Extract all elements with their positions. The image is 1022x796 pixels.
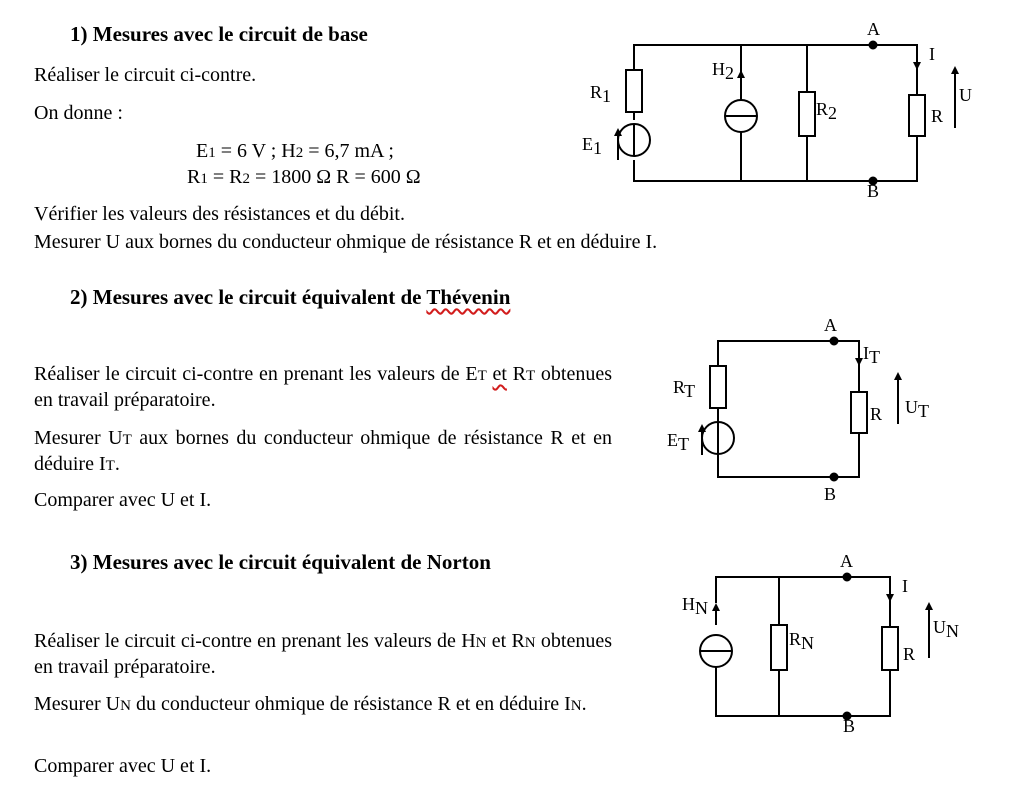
s3-paragraph-3: Comparer avec U et I. — [34, 755, 212, 777]
s1-paragraph-1: Réaliser le circuit ci-contre. — [34, 64, 257, 86]
c1-top-wire — [634, 45, 917, 95]
c3-label-a: A — [840, 551, 853, 571]
c1-label-b: B — [867, 181, 880, 201]
c1-label-a: A — [867, 19, 880, 39]
s1-values-line-1: E1 = 6 V ; H2 = 6,7 mA ; — [196, 140, 394, 162]
c2-bottom-wire — [718, 433, 859, 477]
c2-label-a: A — [824, 315, 837, 335]
section3-heading: 3) Mesures avec le circuit équivalent de Norton — [70, 550, 491, 574]
s1-paragraph-3: Vérifier les valeurs des résistances et du débit. — [34, 203, 405, 225]
c2-node-b — [831, 474, 838, 481]
c2-resistor-rt — [710, 366, 726, 408]
c3-bottom-wire — [716, 667, 890, 716]
c2-label-ut: UT — [905, 397, 929, 421]
section1-heading: 1) Mesures avec le circuit de base — [70, 22, 368, 46]
c3-label-rn: RN — [789, 629, 815, 653]
s2-paragraph-1: Réaliser le circuit ci-contre en prenant les valeurs de ET et RT obtenues en travail préparatoire. — [34, 363, 613, 411]
c1-label-i: I — [929, 44, 935, 64]
c1-resistor-r1 — [626, 70, 642, 112]
c1-label-r1: R1 — [590, 82, 612, 106]
circuit-base — [618, 42, 955, 185]
c3-top-wire — [716, 577, 890, 627]
c1-resistor-r — [909, 95, 925, 136]
c3-label-un: UN — [933, 617, 959, 641]
c2-label-et: ET — [667, 430, 689, 454]
c1-node-a — [870, 42, 877, 49]
circuit-thevenin-labels — [667, 315, 929, 504]
c1-label-r: R — [931, 106, 944, 126]
c2-label-it: IT — [863, 343, 880, 367]
s3-paragraph-2: Mesurer UN du conducteur ohmique de résistance R et en déduire IN. — [34, 693, 587, 715]
c3-resistor-r — [882, 627, 898, 670]
c3-label-i: I — [902, 576, 908, 596]
c2-label-b: B — [824, 484, 837, 504]
s1-paragraph-4: Mesurer U aux bornes du conducteur ohmique de résistance R et en déduire I. — [34, 231, 658, 253]
c1-bottom-wire — [634, 136, 917, 181]
c1-label-r2: R2 — [816, 99, 838, 123]
c2-node-a — [831, 338, 838, 345]
c3-node-a — [844, 574, 851, 581]
c1-resistor-r2 — [799, 92, 815, 136]
c2-resistor-r — [851, 392, 867, 433]
s1-values-line-2: R1 = R2 = 1800 Ω R = 600 Ω — [187, 166, 421, 188]
c2-label-r: R — [870, 404, 883, 424]
s2-paragraph-3: Comparer avec U et I. — [34, 489, 212, 511]
s2-paragraph-2: Mesurer UT aux bornes du conducteur ohmique de résistance R et en déduire IT. — [34, 427, 612, 475]
c1-label-e1: E1 — [582, 134, 602, 158]
c2-top-wire — [718, 341, 859, 392]
c3-label-r: R — [903, 644, 916, 664]
s3-paragraph-1: Réaliser le circuit ci-contre en prenant les valeurs de HN et RN obtenues en travail préparatoire. — [34, 630, 612, 678]
c1-label-h2: H2 — [712, 59, 734, 83]
c3-label-b: B — [843, 716, 856, 736]
c1-label-u: U — [959, 85, 972, 105]
s1-paragraph-2: On donne : — [34, 102, 123, 124]
c3-resistor-rn — [771, 625, 787, 670]
section2-heading: 2) Mesures avec le circuit équivalent de Thévenin — [70, 285, 511, 309]
circuit-norton — [700, 574, 929, 720]
c2-label-rt: RT — [673, 377, 695, 401]
c3-label-hn: HN — [682, 594, 708, 618]
